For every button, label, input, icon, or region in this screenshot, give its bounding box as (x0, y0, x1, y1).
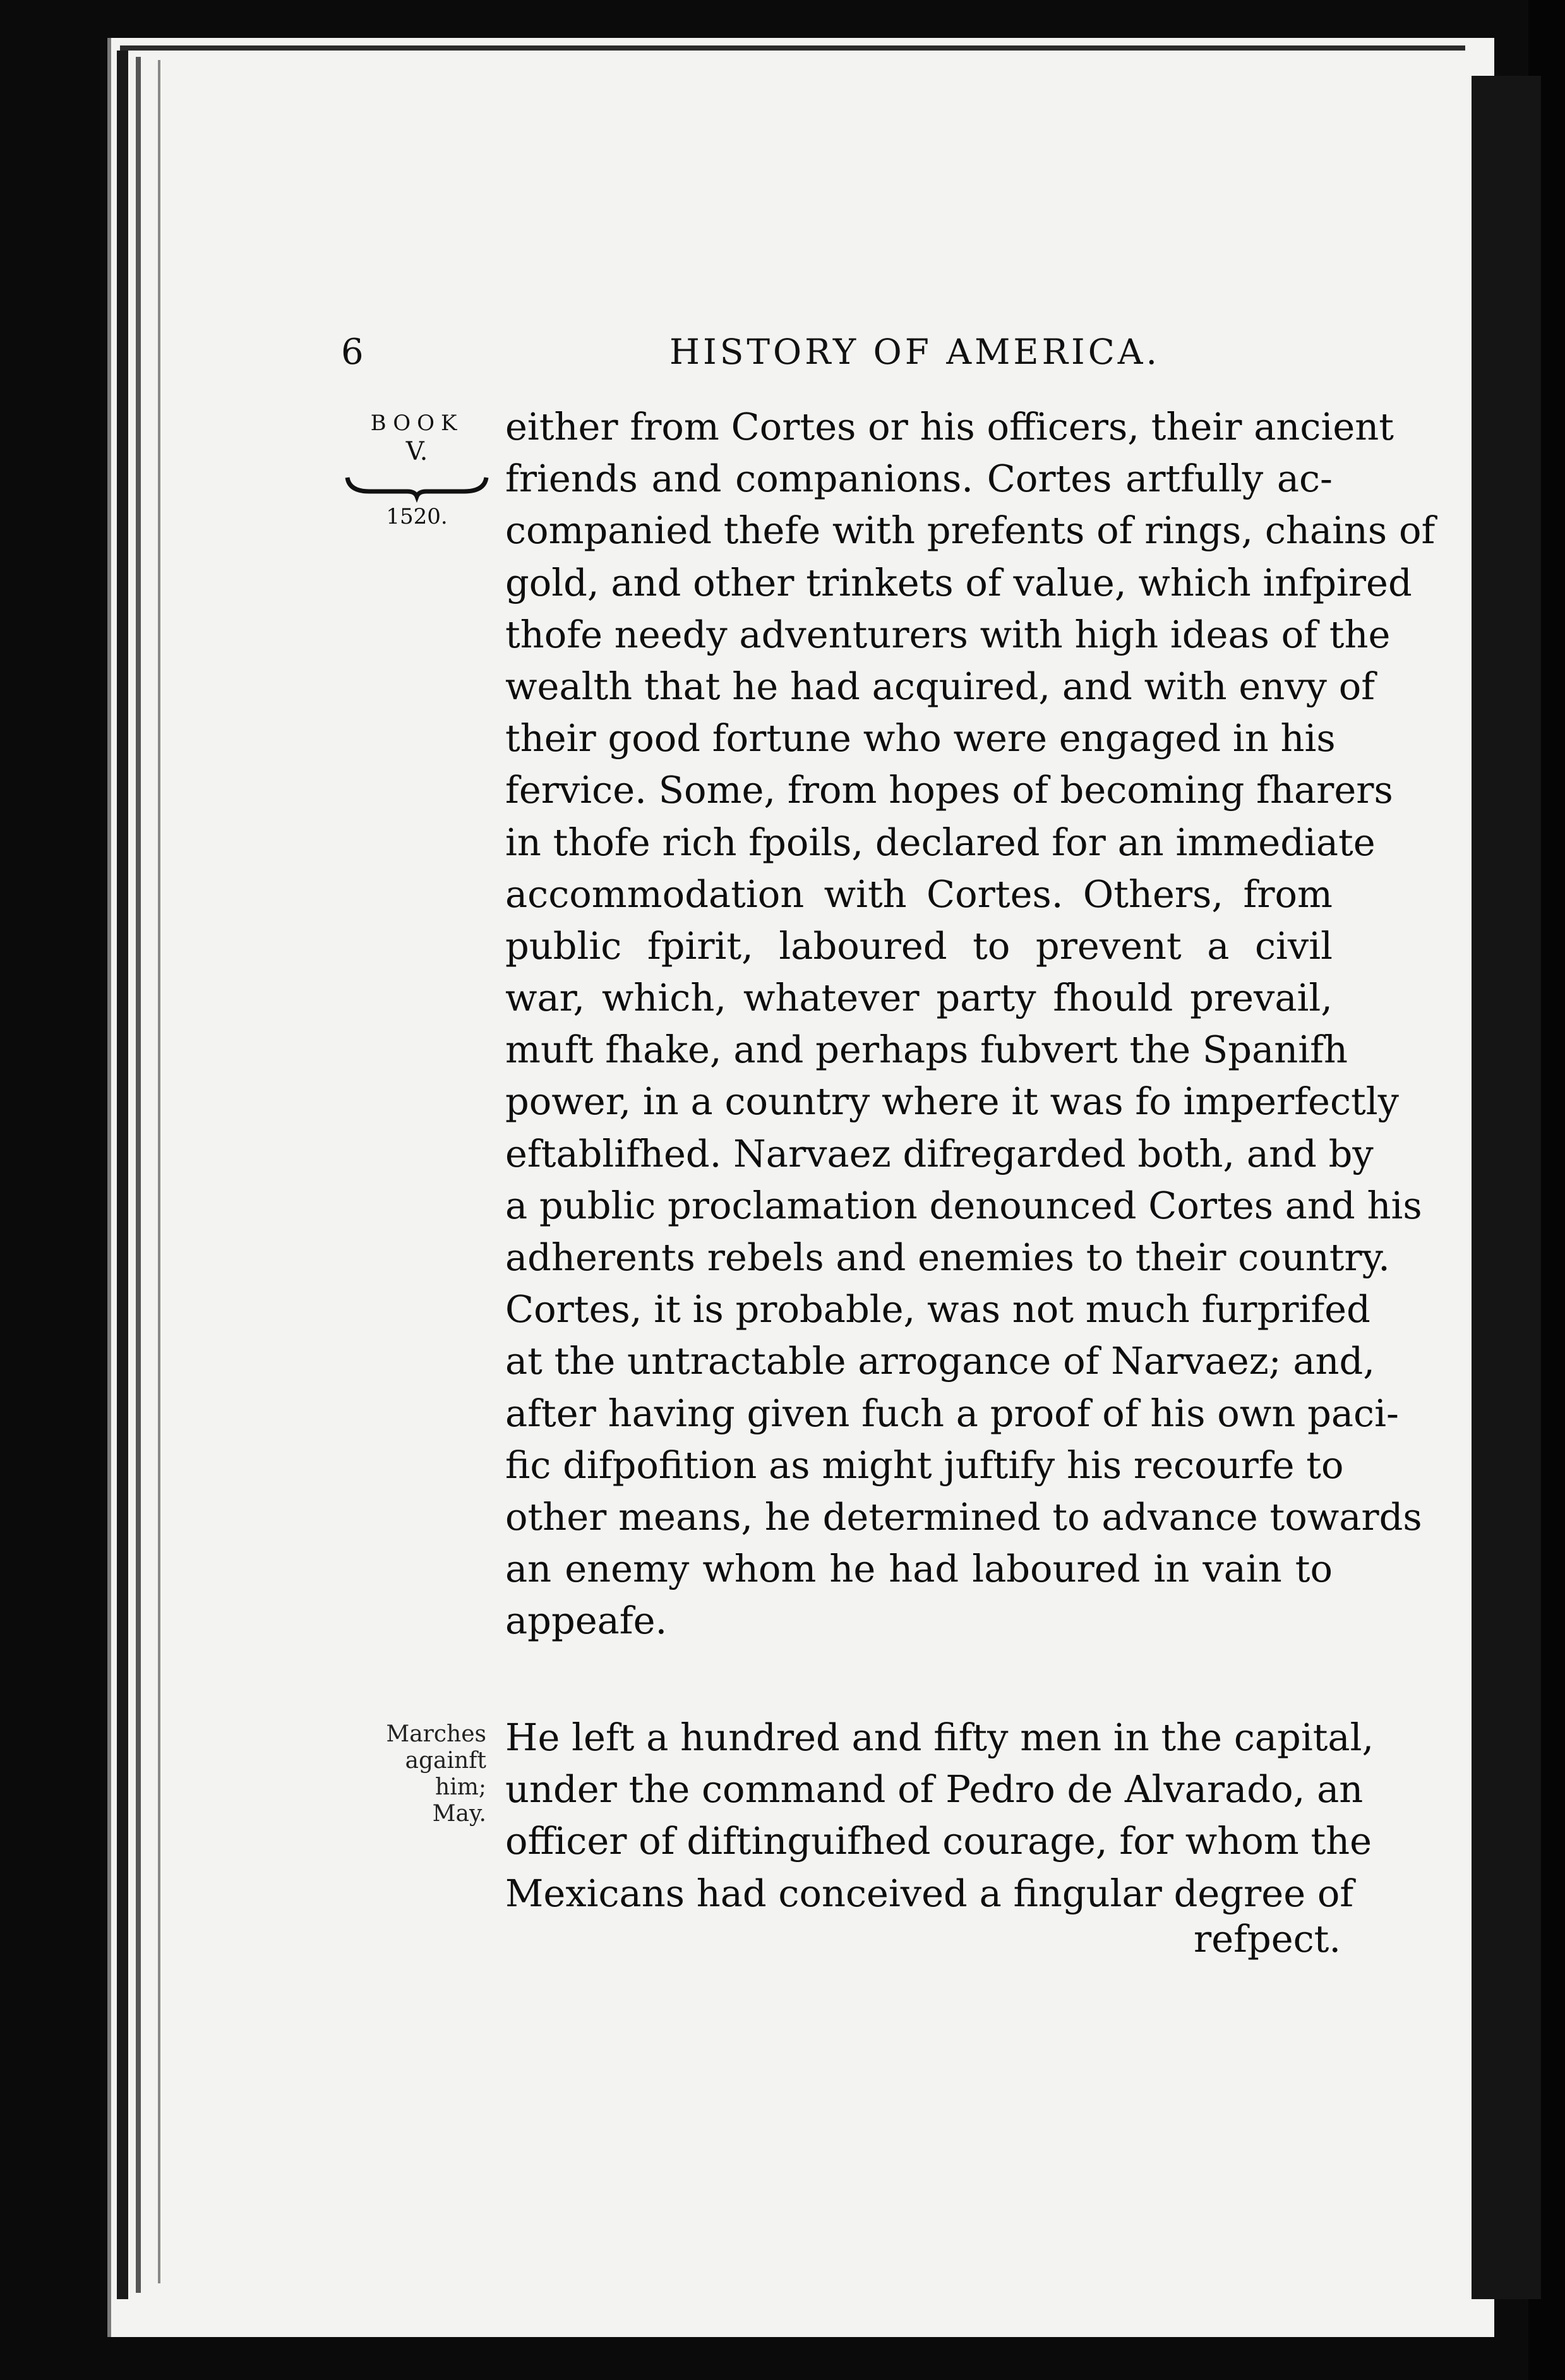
text-line: accommodation with Cortes. Others, from (505, 872, 1333, 916)
text-line: after having given fuch a proof of his own paci- (505, 1391, 1399, 1435)
brace-ornament (344, 472, 489, 498)
text-line: officer of diftinguifhed courage, for whom the (505, 1819, 1372, 1863)
text-line: public fpirit, laboured to prevent a civil (505, 923, 1333, 968)
text-line: under the command of Pedro de Alvarado, an (505, 1767, 1364, 1812)
book-label: BOOK (370, 411, 464, 436)
running-header (341, 332, 1345, 376)
text-line: either from Cortes or his officers, their ancient (505, 405, 1394, 448)
text-line: wealth that he had acquired, and with envy of (505, 664, 1376, 708)
side-note (347, 1721, 486, 1827)
text-line: a public proclamation denounced Cortes and his (505, 1183, 1422, 1227)
side-note-line: againft him; (405, 1748, 486, 1800)
page-edge-left-thin (158, 60, 160, 2283)
text-line: friends and companions. Cortes artfully ac- (505, 457, 1333, 501)
text-line: in thofe rich fpoils, declared for an immediate (505, 820, 1376, 864)
text-line: muft fhake, and perhaps fubvert the Spanifh (505, 1028, 1348, 1072)
running-title: HISTORY OF AMERICA. (669, 332, 1160, 372)
page-edge-top (120, 45, 1465, 51)
year-label: 1520. (386, 504, 448, 529)
text-line: adherents rebels and enemies to their country. (505, 1235, 1390, 1279)
text-line: He left a hundred and fifty men in the capital, (505, 1716, 1374, 1759)
text-line: Cortes, it is probable, was not much furprifed (505, 1287, 1370, 1331)
text-line: companied thefe with prefents of rings, chains of (505, 508, 1436, 553)
catchword: refpect. (1194, 1917, 1341, 1961)
side-note-line: May. (432, 1801, 486, 1827)
page-edge-left (117, 51, 128, 2299)
text-line: gold, and other trinkets of value, which infpired (505, 560, 1412, 604)
text-line: an enemy whom he had laboured in vain to (505, 1547, 1333, 1591)
text-line: their good fortune who were engaged in his (505, 716, 1336, 760)
text-line: fic difpofition as might juftify his recourfe to (505, 1443, 1344, 1487)
page-gutter-right (1472, 76, 1541, 2299)
page-edge-left-inner (136, 57, 141, 2293)
text-line: eftablifhed. Narvaez difregarded both, and by (505, 1131, 1374, 1175)
text-line: war, which, whatever party fhould prevail, (505, 976, 1333, 1020)
text-line: Mexicans had conceived a fingular degree of (505, 1871, 1354, 1915)
text-line: power, in a country where it was fo imperfectly (505, 1079, 1399, 1124)
text-line: at the untractable arrogance of Narvaez; and, (505, 1339, 1376, 1383)
page-number: 6 (341, 332, 364, 373)
side-note-line: Marches (386, 1721, 486, 1747)
text-line: fervice. Some, from hopes of becoming fharers (505, 768, 1393, 812)
paragraph-2 (505, 1712, 1374, 1920)
text-line: other means, he determined to advance towards (505, 1494, 1422, 1539)
paragraph-1 (505, 401, 1436, 1647)
text-line: appeafe. (505, 1599, 668, 1643)
book-number: V. (405, 437, 428, 466)
text-line: thofe needy adventurers with high ideas of the (505, 612, 1391, 656)
